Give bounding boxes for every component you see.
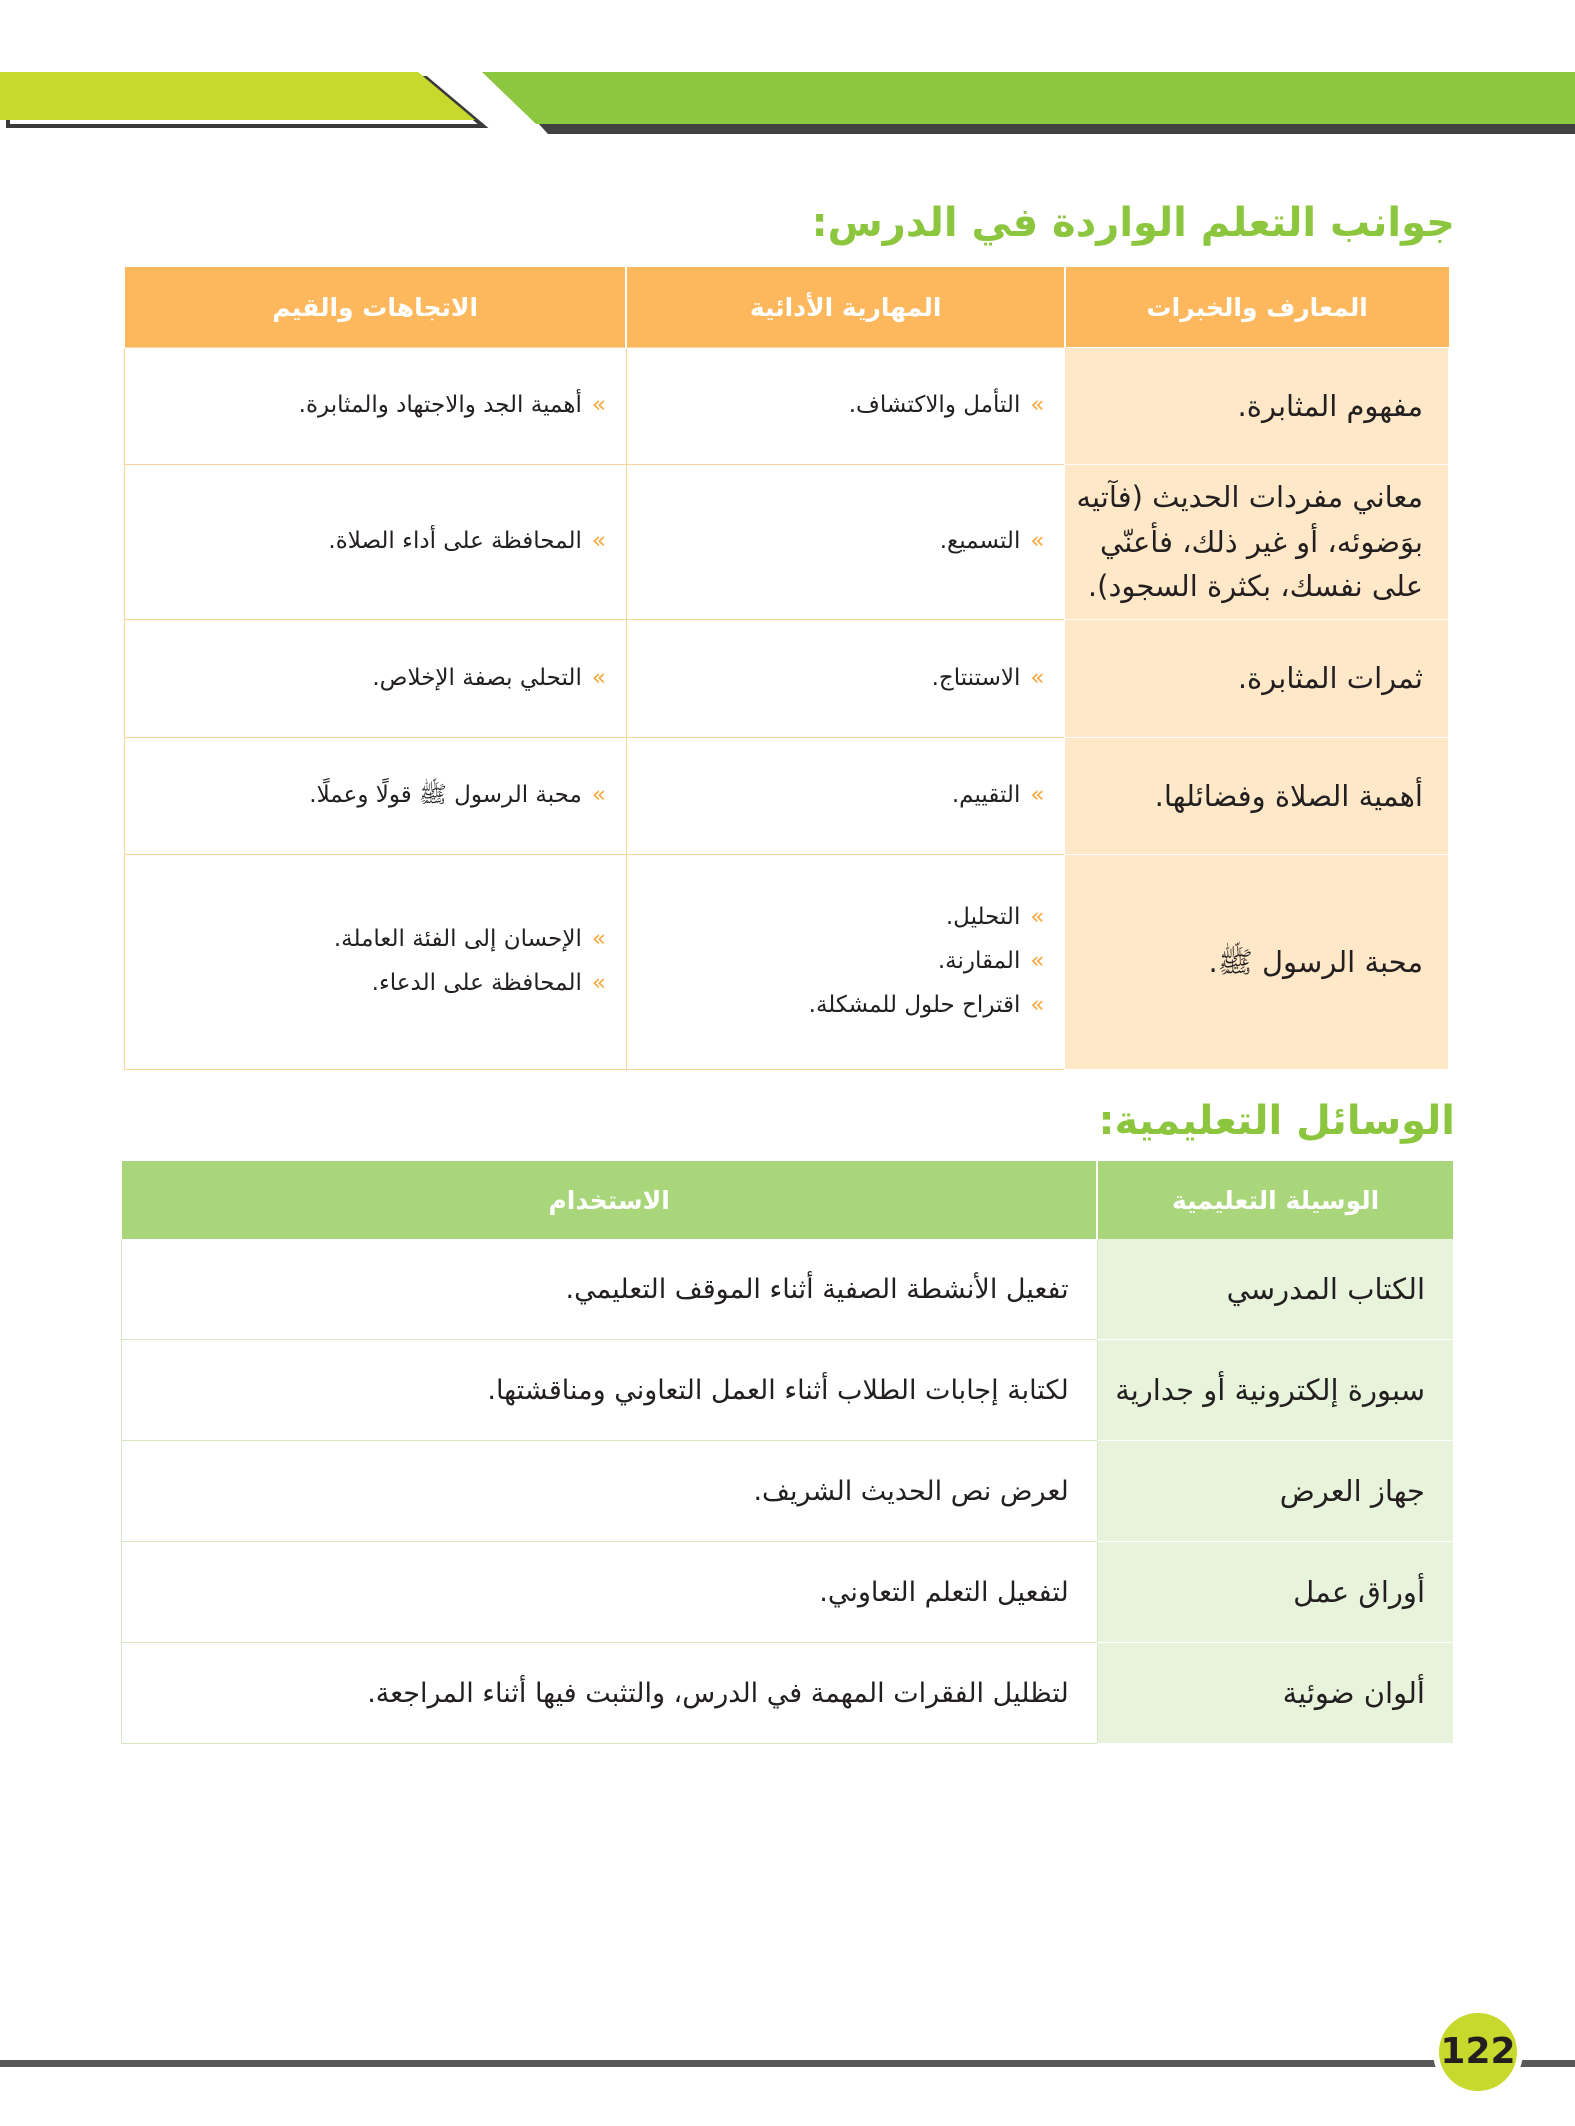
table-row (124, 348, 1449, 465)
knowledge-cell: ثمرات المثابرة. (1065, 620, 1449, 738)
table-row (121, 1643, 1453, 1744)
table-row (121, 1441, 1453, 1542)
skill-item: » التقييم. (647, 774, 1045, 818)
skill-item: » اقتراح حلول للمشكلة. (647, 984, 1045, 1028)
table-row (121, 1542, 1453, 1643)
aid-cell: ألوان ضوئية (1097, 1643, 1453, 1744)
value-item: » المحافظة على أداء الصلاة. (145, 520, 606, 564)
values-cell (124, 855, 626, 1070)
value-item: » التحلي بصفة الإخلاص. (145, 657, 606, 701)
aid-cell: أوراق عمل (1097, 1542, 1453, 1643)
knowledge-cell: معاني مفردات الحديث (فآتيه بوَضوئه، أو غير ذلك، فأعنّي على نفسك، بكثرة السجود). (1065, 465, 1449, 620)
skill-item: » المقارنة. (647, 940, 1045, 984)
skills-cell (626, 738, 1065, 855)
values-cell (124, 620, 626, 738)
page-number: 122 (1433, 2007, 1523, 2097)
teaching-aids-heading: الوسائل التعليمية: (1098, 1098, 1455, 1144)
table-row (124, 620, 1449, 738)
skills-cell (626, 348, 1065, 465)
skill-item: » الاستنتاج. (647, 657, 1045, 701)
values-cell (124, 465, 626, 620)
col-header-usage: الاستخدام (121, 1161, 1097, 1239)
knowledge-cell: محبة الرسول ﷺ. (1065, 855, 1449, 1070)
learning-aspects-heading: جوانب التعلم الواردة في الدرس: (811, 200, 1455, 246)
value-item: » محبة الرسول ﷺ قولًا وعملًا. (145, 774, 606, 818)
table-row (121, 1340, 1453, 1441)
table-row (124, 738, 1449, 855)
values-cell (124, 738, 626, 855)
usage-cell: لتفعيل التعلم التعاوني. (121, 1542, 1097, 1643)
knowledge-cell: مفهوم المثابرة. (1065, 348, 1449, 465)
value-item: » أهمية الجد والاجتهاد والمثابرة. (145, 384, 606, 428)
col-header-aid: الوسيلة التعليمية (1097, 1161, 1453, 1239)
footer-line (0, 2060, 1575, 2067)
col-header-skills: المهارية الأدائية (626, 267, 1065, 348)
skills-cell (626, 620, 1065, 738)
skills-cell (626, 465, 1065, 620)
skill-item: » التأمل والاكتشاف. (647, 384, 1045, 428)
aid-cell: الكتاب المدرسي (1097, 1239, 1453, 1340)
table-row (121, 1239, 1453, 1340)
aid-cell: جهاز العرض (1097, 1441, 1453, 1542)
usage-cell: لتظليل الفقرات المهمة في الدرس، والتثبت فيها أثناء المراجعة. (121, 1643, 1097, 1744)
col-header-knowledge: المعارف والخبرات (1065, 267, 1449, 348)
col-header-values: الاتجاهات والقيم (124, 267, 626, 348)
usage-cell: لكتابة إجابات الطلاب أثناء العمل التعاوني ومناقشتها. (121, 1340, 1097, 1441)
aid-cell: سبورة إلكترونية أو جدارية (1097, 1340, 1453, 1441)
skill-item: » التحليل. (647, 896, 1045, 940)
knowledge-cell: أهمية الصلاة وفضائلها. (1065, 738, 1449, 855)
value-item: » المحافظة على الدعاء. (145, 962, 606, 1006)
value-item: » الإحسان إلى الفئة العاملة. (145, 918, 606, 962)
teaching-aids-table (120, 1161, 1453, 1744)
usage-cell: تفعيل الأنشطة الصفية أثناء الموقف التعليمي. (121, 1239, 1097, 1340)
skill-item: » التسميع. (647, 520, 1045, 564)
learning-aspects-table (123, 267, 1449, 1070)
table-row (124, 855, 1449, 1070)
values-cell (124, 348, 626, 465)
top-banner (0, 0, 1575, 140)
usage-cell: لعرض نص الحديث الشريف. (121, 1441, 1097, 1542)
skills-cell (626, 855, 1065, 1070)
table-row (124, 465, 1449, 620)
